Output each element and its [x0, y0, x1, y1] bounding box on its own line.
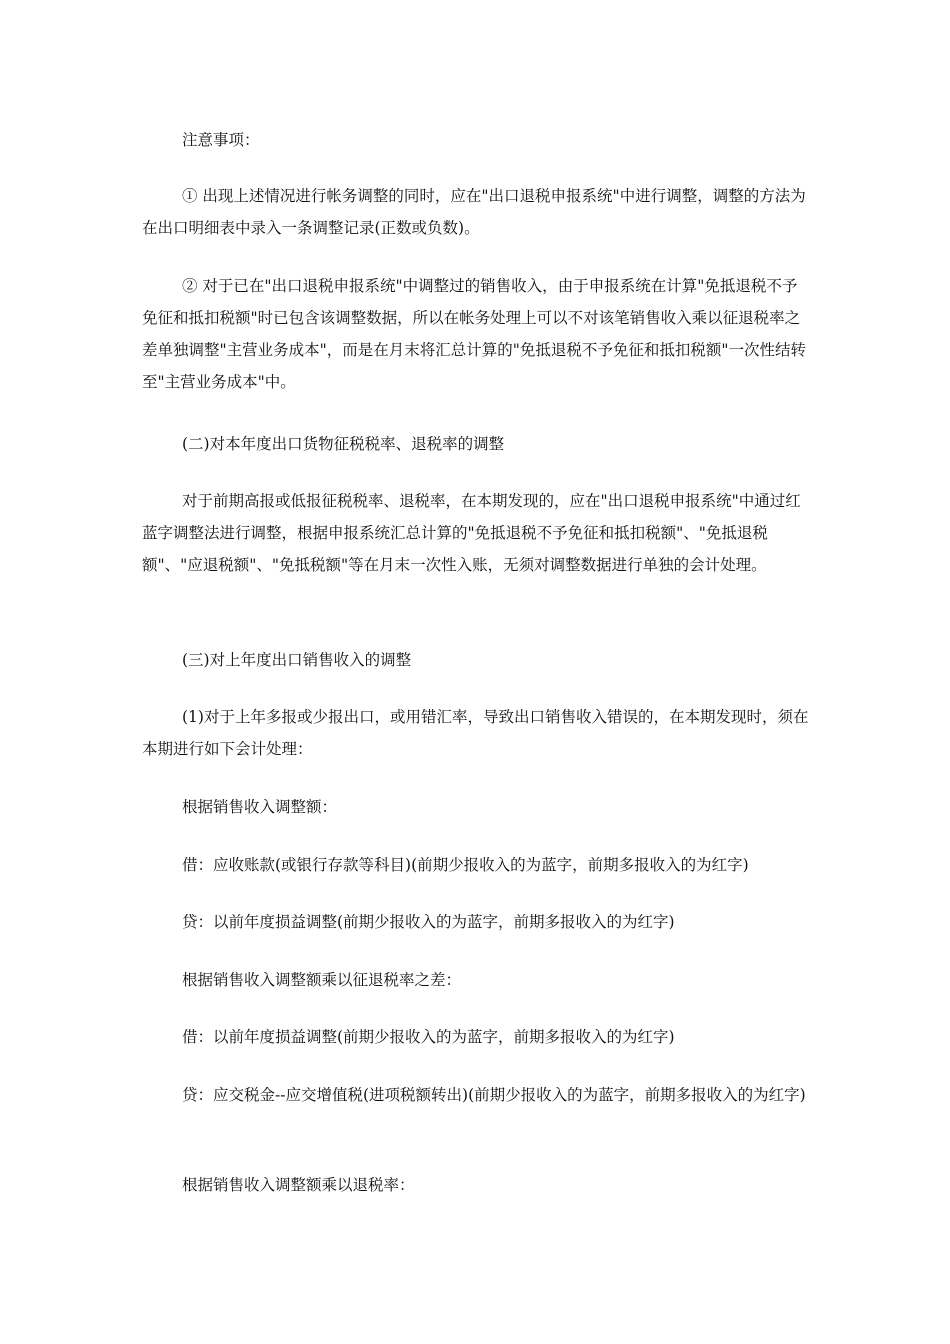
- paragraph-adjust-rate-diff: 根据销售收入调整额乘以征退税率之差：: [182, 971, 462, 989]
- paragraph-adjust-amount: 根据销售收入调整额：: [182, 798, 338, 816]
- paragraph-debit-2: 借：以前年度损益调整(前期少报收入的为蓝字，前期多报收入的为红字): [182, 1028, 675, 1046]
- paragraph-debit-1: 借：应收账款(或银行存款等科目)(前期少报收入的为蓝字，前期多报收入的为红字): [182, 856, 749, 874]
- paragraph-credit-2: 贷：应交税金--应交增值税(进项税额转出)(前期少报收入的为蓝字，前期多报收入的为红字): [182, 1086, 806, 1104]
- paragraph-item-2: ② 对于已在"出口退税申报系统"中调整过的销售收入，由于申报系统在计算"免抵退税不予免征和抵扣税额"时已包含该调整数据，所以在帐务处理上可以不对该笔销售收入乘以征退税率之差单独调整"主营业务成本"，而是在月末将汇总计算的"免抵退税不予免征和抵扣税额"一次性结转至"主营业务成本"中。: [142, 277, 807, 391]
- paragraph-adjust-refund-rate: 根据销售收入调整额乘以退税率：: [182, 1176, 415, 1194]
- paragraph-notice-heading: 注意事项：: [182, 131, 260, 149]
- paragraph-credit-1: 贷：以前年度损益调整(前期少报收入的为蓝字，前期多报收入的为红字): [182, 913, 675, 931]
- paragraph-section-3-item-1: (1)对于上年多报或少报出口，或用错汇率，导致出口销售收入错误的，在本期发现时，须在本期进行如下会计处理：: [142, 708, 809, 758]
- paragraph-item-1: ① 出现上述情况进行帐务调整的同时，应在"出口退税申报系统"中进行调整，调整的方法为在出口明细表中录入一条调整记录(正数或负数)。: [142, 187, 806, 237]
- paragraph-section-2-heading: (二)对本年度出口货物征税税率、退税率的调整: [182, 435, 505, 453]
- paragraph-section-2-body: 对于前期高报或低报征税税率、退税率，在本期发现的，应在"出口退税申报系统"中通过红蓝字调整法进行调整，根据申报系统汇总计算的"免抵退税不予免征和抵扣税额"、"免抵退税额"、"应退税额"、"免抵税额"等在月末一次性入账，无须对调整数据进行单独的会计处理。: [142, 492, 801, 574]
- paragraph-section-3-heading: (三)对上年度出口销售收入的调整: [182, 651, 412, 669]
